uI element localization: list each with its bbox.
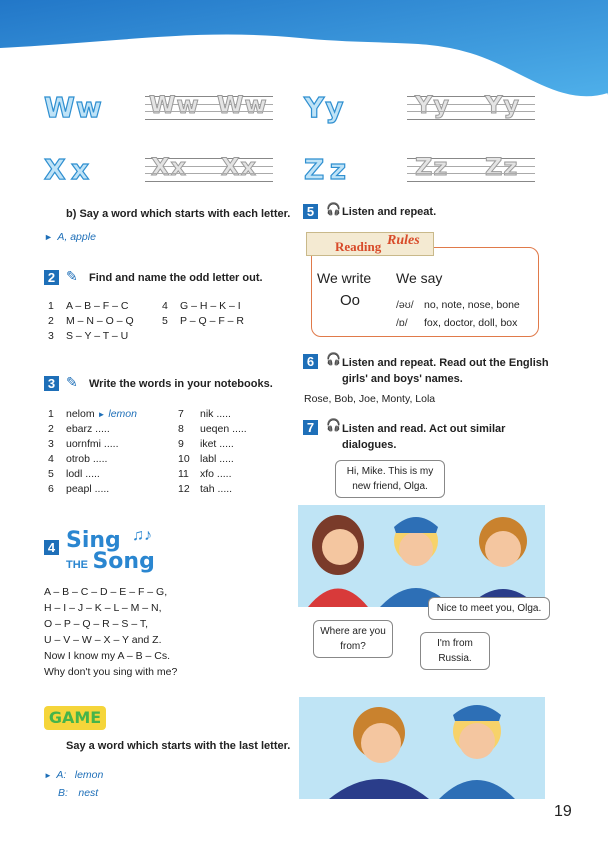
writing-lines bbox=[145, 91, 273, 120]
letter-upper: Z bbox=[304, 153, 326, 186]
letter-upper: W bbox=[44, 91, 76, 124]
section6-instruction: Listen and repeat. Read out the English girls' and boys' names. bbox=[342, 357, 549, 385]
section-number: 6 bbox=[303, 354, 318, 369]
names-list: Rose, Bob, Joe, Monty, Lola bbox=[304, 393, 436, 405]
logo-sing: Sing bbox=[66, 528, 121, 553]
reading-rules-title: Reading Rules bbox=[306, 232, 434, 256]
letter-lower: x bbox=[71, 153, 91, 186]
letter-upper: X bbox=[44, 153, 67, 186]
example-text: A, apple bbox=[57, 231, 96, 243]
practice-letter: Xx bbox=[221, 153, 257, 181]
arrow-icon: ► bbox=[44, 232, 53, 242]
letter-yy bbox=[304, 91, 345, 124]
practice-letter: Ww bbox=[149, 91, 200, 119]
practice-letter: Zz bbox=[485, 153, 519, 181]
section-number: 7 bbox=[303, 420, 318, 435]
song-lyrics: A – B – C – D – E – F – G, H – I – J – K – L – M – N, O – P – Q – R – S – T, U – V – W – X – Y and Z. Now I know my A – B – Cs. Why don't you sing with me? bbox=[44, 586, 178, 678]
headphones-icon: 🎧 bbox=[326, 418, 341, 432]
letter-lower: y bbox=[325, 91, 345, 124]
letter-zz bbox=[304, 153, 347, 186]
logo-the: THE bbox=[66, 559, 88, 571]
game-logo: GAME bbox=[44, 706, 106, 730]
rule-rows: /əʊ/ no, note, nose, bone /ɒ/ fox, doctor, doll, box bbox=[396, 299, 520, 329]
section-number: 4 bbox=[44, 540, 59, 555]
writing-lines bbox=[407, 153, 535, 182]
section1b-instruction: b) Say a word which starts with each letter. bbox=[66, 208, 291, 220]
practice-letter: Yy bbox=[485, 91, 521, 119]
practice-letter: Ww bbox=[217, 91, 268, 119]
arrow-icon: ► bbox=[97, 410, 106, 419]
practice-letter: Zz bbox=[415, 153, 449, 181]
speech-bubble: Hi, Mike. This is my new friend, Olga. bbox=[335, 460, 445, 498]
speech-bubble: Nice to meet you, Olga. bbox=[428, 597, 550, 620]
logo-song: Song bbox=[92, 549, 155, 574]
music-notes-icon: ♫♪ bbox=[132, 527, 152, 544]
letter-upper: Y bbox=[304, 91, 326, 124]
illustration-two-children bbox=[299, 697, 545, 799]
speech-bubble: I'm from Russia. bbox=[420, 632, 490, 670]
section2-instruction: Find and name the odd letter out. bbox=[89, 272, 263, 284]
illustration-three-children bbox=[298, 505, 545, 607]
section-number: 5 bbox=[303, 204, 318, 219]
section3-instruction: Write the words in your notebooks. bbox=[89, 378, 273, 390]
letter-lower: z bbox=[329, 153, 348, 186]
section1b-example bbox=[44, 227, 96, 245]
writing-lines bbox=[145, 153, 273, 182]
headphones-icon: 🎧 bbox=[326, 202, 341, 216]
letter-lower: w bbox=[75, 91, 103, 124]
section7-instruction: Listen and read. Act out similar dialogues. bbox=[342, 423, 506, 451]
section-number: 2 bbox=[44, 270, 59, 285]
writing-lines bbox=[407, 91, 535, 120]
letter-xx bbox=[44, 153, 90, 186]
speech-bubble: Where are you from? bbox=[313, 620, 393, 658]
arrow-icon: ► bbox=[44, 771, 52, 780]
pencil-icon: ✎ bbox=[66, 268, 78, 284]
page-number: 19 bbox=[554, 803, 572, 820]
rule-letter: Oo bbox=[340, 292, 361, 309]
odd-letter-list: 1 A – B – F – C 4 G – H – K – I 2 M – N – O – Q 5 P – Q – F – R 3 S – Y – T – U bbox=[48, 300, 244, 342]
section5-instruction: Listen and repeat. bbox=[342, 206, 437, 218]
col-we-write: We write bbox=[317, 270, 372, 286]
game-instruction: Say a word which starts with the last letter. bbox=[66, 740, 291, 752]
practice-letter: Xx bbox=[151, 153, 187, 181]
pencil-icon: ✎ bbox=[66, 374, 78, 390]
col-we-say: We say bbox=[396, 270, 443, 286]
letter-ww bbox=[44, 91, 103, 124]
headphones-icon: 🎧 bbox=[326, 352, 341, 366]
game-dialogue: ► A: lemon B: nest bbox=[44, 769, 104, 799]
section-number: 3 bbox=[44, 376, 59, 391]
scrambled-words-list: 1 nelom ► lemon 7 nik ..... 2 ebarz ..... 8 ueqen ..... 3 uornfmi ..... 9 iket ..... 4 otrob ..... 10 labl ..... 5 lodl ..... 11 xfo ..... 6 peapl ..... 12 tah ..... bbox=[48, 408, 247, 495]
practice-letter: Yy bbox=[415, 91, 451, 119]
